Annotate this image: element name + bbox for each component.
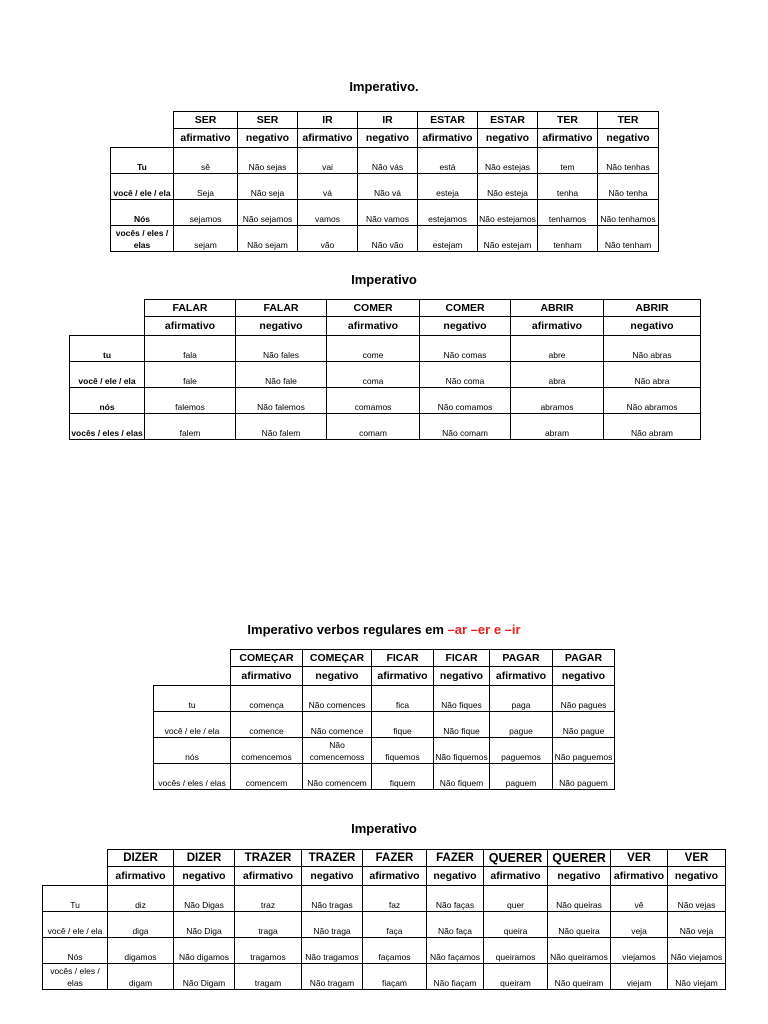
conjugation-cell: abre (511, 336, 604, 362)
conjugation-cell: fale (145, 362, 236, 388)
conjugation-cell: Não abra (604, 362, 701, 388)
mood-subheader-negativo: negativo (358, 129, 418, 148)
mood-subheader-afirmativo: afirmativo (511, 317, 604, 336)
mood-subheader-negativo: negativo (553, 667, 615, 686)
verb-header-falar: FALAR (145, 300, 236, 317)
conjugation-cell: Não fiquem (434, 764, 490, 790)
verb-header-comer: COMER (420, 300, 511, 317)
verb-header-estar: ESTAR (418, 112, 478, 129)
pronoun-label: você / ele / ela (111, 174, 174, 200)
mood-subheader-afirmativo: afirmativo (538, 129, 598, 148)
pronoun-label: vocês / eles / elas (70, 414, 145, 440)
conjugation-cell: queiramos (484, 938, 548, 964)
mood-subheader-afirmativo: afirmativo (484, 867, 548, 886)
table-row (154, 764, 615, 790)
verb-header-abrir: ABRIR (604, 300, 701, 317)
conjugation-cell: comencemos (231, 738, 303, 764)
conjugation-cell: viejamos (611, 938, 668, 964)
conjugation-cell: fiaçam (363, 964, 427, 990)
conjugation-cell: Não estejas (478, 148, 538, 174)
pronoun-label: Nós (111, 200, 174, 226)
conjugation-cell: Não comas (420, 336, 511, 362)
table-row (154, 738, 615, 764)
table-row (43, 886, 726, 912)
conjugation-cell: diga (108, 912, 174, 938)
mood-subheader-negativo: negativo (174, 867, 235, 886)
mood-subheader-negativo: negativo (303, 667, 372, 686)
verb-header-pagar: PAGAR (553, 650, 615, 667)
verb-header-ficar: FICAR (434, 650, 490, 667)
table-row (111, 148, 659, 174)
conjugation-cell: comence (231, 712, 303, 738)
mood-subheader-negativo: negativo (420, 317, 511, 336)
conjugation-cell: vê (611, 886, 668, 912)
table-row (70, 414, 701, 440)
conjugation-cell: vá (298, 174, 358, 200)
conjugation-cell: Não fiaçam (427, 964, 484, 990)
conjugation-cell: Não vamos (358, 200, 418, 226)
mood-subheader-afirmativo: afirmativo (231, 667, 303, 686)
conjugation-cell: digam (108, 964, 174, 990)
conjugation-cell: tenha (538, 174, 598, 200)
conjugation-cell: abramos (511, 388, 604, 414)
section-3-title (0, 622, 768, 637)
mood-subheader-afirmativo: afirmativo (611, 867, 668, 886)
table-row (70, 388, 701, 414)
mood-subheader-afirmativo: afirmativo (145, 317, 236, 336)
conjugation-cell: fiquem (372, 764, 434, 790)
conjugation-cell: Não estejamos (478, 200, 538, 226)
pronoun-label: Tu (43, 886, 108, 912)
conjugation-cell: Não sejamos (238, 200, 298, 226)
conjugation-cell: Não queiramos (548, 938, 611, 964)
mood-subheader-afirmativo: afirmativo (372, 667, 434, 686)
conjugation-cell: Não tenham (598, 226, 659, 252)
conjugation-cell: Não traga (302, 912, 363, 938)
conjugation-cell: Não comence (303, 712, 372, 738)
mood-subheader-negativo: negativo (598, 129, 659, 148)
conjugation-cell: Não fiquemos (434, 738, 490, 764)
conjugation-cell: Não abram (604, 414, 701, 440)
conjugation-cell: abra (511, 362, 604, 388)
conjugation-cell: Não falem (236, 414, 327, 440)
verb-header-comer: COMER (327, 300, 420, 317)
conjugation-cell: fique (372, 712, 434, 738)
conjugation-cell: Não esteja (478, 174, 538, 200)
conjugation-cell: esteja (418, 174, 478, 200)
verb-header-ter: TER (598, 112, 659, 129)
mood-subheader-negativo: negativo (434, 667, 490, 686)
table-row (111, 226, 659, 252)
conjugation-cell: Não faças (427, 886, 484, 912)
conjugation-cell: Não pagues (553, 686, 615, 712)
verb-header-comecar: COMEÇAR (303, 650, 372, 667)
verb-header-pagar: PAGAR (490, 650, 553, 667)
table-row (111, 200, 659, 226)
imperative-table-falar-comer-abrir (69, 299, 701, 440)
conjugation-cell: fala (145, 336, 236, 362)
mood-subheader-negativo: negativo (238, 129, 298, 148)
mood-subheader-negativo: negativo (478, 129, 538, 148)
conjugation-cell: Não comencemoss (303, 738, 372, 764)
corner-cell (154, 667, 231, 686)
conjugation-cell: Não tragamos (302, 938, 363, 964)
conjugation-cell: Não tragam (302, 964, 363, 990)
pronoun-label: você / ele / ela (43, 912, 108, 938)
verb-header-ser: SER (174, 112, 238, 129)
conjugation-cell: Seja (174, 174, 238, 200)
conjugation-cell: Não queiras (548, 886, 611, 912)
verb-header-ter: TER (538, 112, 598, 129)
conjugation-cell: comam (327, 414, 420, 440)
conjugation-cell: Não viejamos (668, 938, 726, 964)
pronoun-label: nós (70, 388, 145, 414)
conjugation-cell: Não tragas (302, 886, 363, 912)
mood-subheader-afirmativo: afirmativo (327, 317, 420, 336)
mood-subheader-negativo: negativo (548, 867, 611, 886)
conjugation-cell: Não façamos (427, 938, 484, 964)
table-row (43, 938, 726, 964)
verb-header-falar: FALAR (236, 300, 327, 317)
conjugation-cell: comamos (327, 388, 420, 414)
imperative-table-comecar-ficar-pagar (153, 649, 615, 790)
pronoun-label: tu (70, 336, 145, 362)
verb-header-ficar: FICAR (372, 650, 434, 667)
mood-subheader-afirmativo: afirmativo (298, 129, 358, 148)
mood-subheader-negativo: negativo (236, 317, 327, 336)
mood-subheader-negativo: negativo (604, 317, 701, 336)
pronoun-label: vocês / eles / elas (111, 226, 174, 252)
corner-cell (43, 867, 108, 886)
verb-header-querer: QUERER (484, 850, 548, 867)
conjugation-cell: tenham (538, 226, 598, 252)
verb-header-comecar: COMEÇAR (231, 650, 303, 667)
verb-header-ver: VER (668, 850, 726, 867)
conjugation-cell: Não fale (236, 362, 327, 388)
conjugation-cell: Não viejam (668, 964, 726, 990)
conjugation-cell: paguem (490, 764, 553, 790)
conjugation-cell: pague (490, 712, 553, 738)
conjugation-cell: façamos (363, 938, 427, 964)
conjugation-cell: Não tenhas (598, 148, 659, 174)
mood-subheader-negativo: negativo (302, 867, 363, 886)
conjugation-cell: sejamos (174, 200, 238, 226)
conjugation-cell: Não sejam (238, 226, 298, 252)
mood-subheader-afirmativo: afirmativo (418, 129, 478, 148)
pronoun-label: tu (154, 686, 231, 712)
conjugation-cell: quer (484, 886, 548, 912)
conjugation-cell: Não tenhamos (598, 200, 659, 226)
conjugation-cell: Não veja (668, 912, 726, 938)
conjugation-cell: estejamos (418, 200, 478, 226)
conjugation-cell: Não tenha (598, 174, 659, 200)
conjugation-cell: Não paguem (553, 764, 615, 790)
conjugation-cell: Não falemos (236, 388, 327, 414)
section-2-title: Imperativo (351, 272, 417, 287)
corner-cell (111, 129, 174, 148)
corner-cell (111, 112, 174, 129)
conjugation-cell: Não vão (358, 226, 418, 252)
imperative-table-dizer-trazer-fazer-querer-ver (42, 849, 726, 990)
conjugation-cell: Não vá (358, 174, 418, 200)
mood-subheader-afirmativo: afirmativo (363, 867, 427, 886)
mood-subheader-negativo: negativo (668, 867, 726, 886)
conjugation-cell: Não abras (604, 336, 701, 362)
verb-header-estar: ESTAR (478, 112, 538, 129)
conjugation-cell: Não comam (420, 414, 511, 440)
conjugation-cell: Não seja (238, 174, 298, 200)
conjugation-cell: traga (235, 912, 302, 938)
mood-subheader-afirmativo: afirmativo (235, 867, 302, 886)
conjugation-cell: Não coma (420, 362, 511, 388)
conjugation-cell: fiquemos (372, 738, 434, 764)
conjugation-cell: diz (108, 886, 174, 912)
corner-cell (70, 300, 145, 317)
conjugation-cell: tenhamos (538, 200, 598, 226)
conjugation-cell: Não fiques (434, 686, 490, 712)
conjugation-cell: Não abramos (604, 388, 701, 414)
conjugation-cell: viejam (611, 964, 668, 990)
conjugation-cell: come (327, 336, 420, 362)
conjugation-cell: coma (327, 362, 420, 388)
conjugation-cell: está (418, 148, 478, 174)
conjugation-cell: tragamos (235, 938, 302, 964)
conjugation-cell: comença (231, 686, 303, 712)
pronoun-label: você / ele / ela (70, 362, 145, 388)
table-row (154, 686, 615, 712)
conjugation-cell: Não pague (553, 712, 615, 738)
table-row (43, 912, 726, 938)
conjugation-cell: tem (538, 148, 598, 174)
section-4-title: Imperativo (351, 821, 417, 836)
section-3-title-highlight: –ar –er e –ir (447, 622, 521, 637)
conjugation-cell: tragam (235, 964, 302, 990)
conjugation-cell: Não vás (358, 148, 418, 174)
verb-header-dizer: DIZER (174, 850, 235, 867)
conjugation-cell: Não fique (434, 712, 490, 738)
conjugation-cell: Não comences (303, 686, 372, 712)
conjugation-cell: abram (511, 414, 604, 440)
mood-subheader-afirmativo: afirmativo (108, 867, 174, 886)
pronoun-label: vocês / eles / elas (43, 964, 108, 990)
verb-header-fazer: FAZER (427, 850, 484, 867)
conjugation-cell: vai (298, 148, 358, 174)
pronoun-label: Tu (111, 148, 174, 174)
conjugation-cell: faça (363, 912, 427, 938)
pronoun-label: Nós (43, 938, 108, 964)
verb-header-trazer: TRAZER (302, 850, 363, 867)
conjugation-cell: Não faça (427, 912, 484, 938)
conjugation-cell: paguemos (490, 738, 553, 764)
conjugation-cell: faz (363, 886, 427, 912)
table-row (43, 964, 726, 990)
verb-header-dizer: DIZER (108, 850, 174, 867)
pronoun-label: você / ele / ela (154, 712, 231, 738)
conjugation-cell: queiram (484, 964, 548, 990)
conjugation-cell: Não Diga (174, 912, 235, 938)
verb-header-fazer: FAZER (363, 850, 427, 867)
mood-subheader-negativo: negativo (427, 867, 484, 886)
corner-cell (70, 317, 145, 336)
conjugation-cell: Não queiram (548, 964, 611, 990)
verb-header-abrir: ABRIR (511, 300, 604, 317)
conjugation-cell: Não comamos (420, 388, 511, 414)
pronoun-label: vocês / eles / elas (154, 764, 231, 790)
conjugation-cell: estejam (418, 226, 478, 252)
conjugation-cell: queira (484, 912, 548, 938)
table-row (154, 712, 615, 738)
conjugation-cell: Não comencem (303, 764, 372, 790)
conjugation-cell: vão (298, 226, 358, 252)
conjugation-cell: traz (235, 886, 302, 912)
table-row (70, 362, 701, 388)
conjugation-cell: comencem (231, 764, 303, 790)
conjugation-cell: sejam (174, 226, 238, 252)
conjugation-cell: sê (174, 148, 238, 174)
section-3-title-text: Imperativo verbos regulares em (247, 622, 448, 637)
corner-cell (43, 850, 108, 867)
conjugation-cell: Não Digas (174, 886, 235, 912)
conjugation-cell: Não vejas (668, 886, 726, 912)
verb-header-querer: QUERER (548, 850, 611, 867)
imperative-table-ser-ir-estar-ter (110, 111, 659, 252)
conjugation-cell: vamos (298, 200, 358, 226)
conjugation-cell: Não queira (548, 912, 611, 938)
conjugation-cell: Não Digam (174, 964, 235, 990)
table-row (70, 336, 701, 362)
conjugation-cell: fica (372, 686, 434, 712)
conjugation-cell: paga (490, 686, 553, 712)
pronoun-label: nós (154, 738, 231, 764)
conjugation-cell: falem (145, 414, 236, 440)
mood-subheader-afirmativo: afirmativo (490, 667, 553, 686)
mood-subheader-afirmativo: afirmativo (174, 129, 238, 148)
conjugation-cell: veja (611, 912, 668, 938)
verb-header-ser: SER (238, 112, 298, 129)
verb-header-ir: IR (298, 112, 358, 129)
conjugation-cell: Não paguemos (553, 738, 615, 764)
conjugation-cell: Não fales (236, 336, 327, 362)
conjugation-cell: falemos (145, 388, 236, 414)
table-row (111, 174, 659, 200)
verb-header-trazer: TRAZER (235, 850, 302, 867)
verb-header-ver: VER (611, 850, 668, 867)
conjugation-cell: Não estejam (478, 226, 538, 252)
conjugation-cell: Não digamos (174, 938, 235, 964)
verb-header-ir: IR (358, 112, 418, 129)
section-1-title: Imperativo. (349, 79, 419, 94)
corner-cell (154, 650, 231, 667)
conjugation-cell: digamos (108, 938, 174, 964)
conjugation-cell: Não sejas (238, 148, 298, 174)
